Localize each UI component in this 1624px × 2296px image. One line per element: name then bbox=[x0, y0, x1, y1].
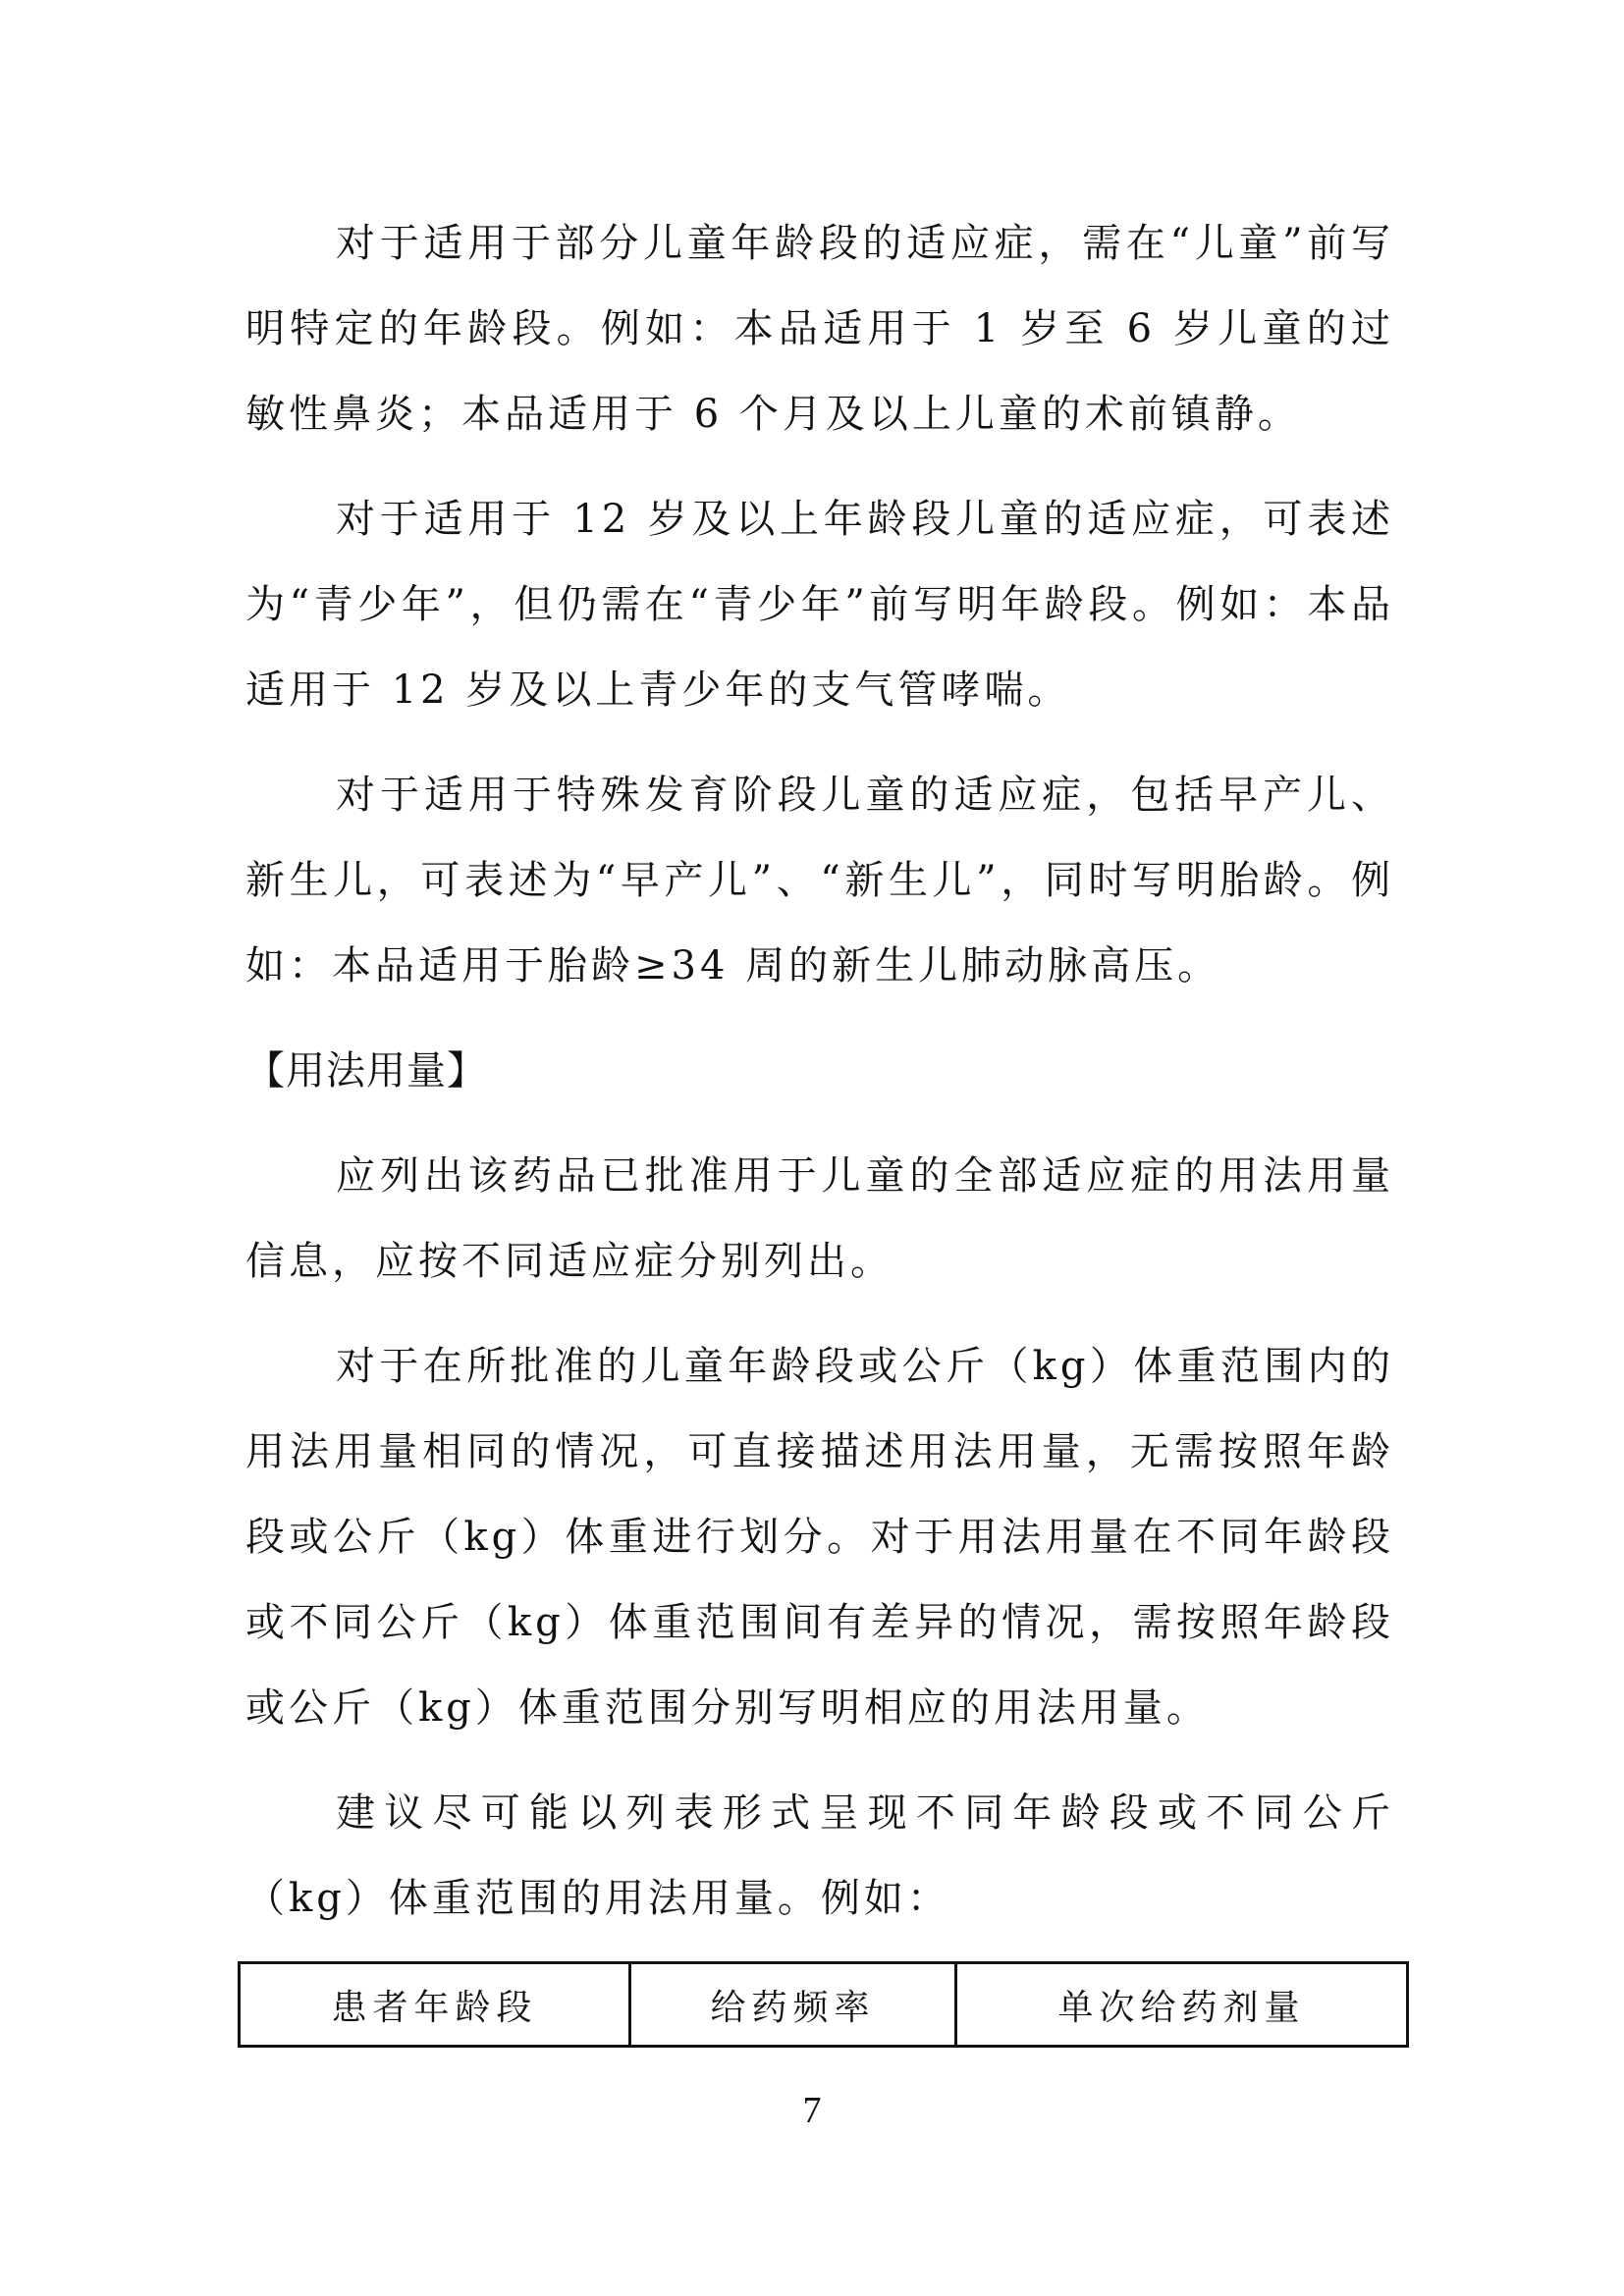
paragraph-dosage-weight: 对于在所批准的儿童年龄段或公斤（kg）体重范围内的用法用量相同的情况，可直接描述用法用量，无需按照年龄段或公斤（kg）体重进行划分。对于用法用量在不同年龄段或不同公斤（kg）体重范围间有差异的情况，需按照年龄段或公斤（kg）体重范围分别写明相应的用法用量。 bbox=[245, 1344, 1394, 1731]
page-content bbox=[245, 201, 1394, 1961]
dosage-table bbox=[238, 1961, 1409, 2048]
paragraph-pediatric-age-range: 对于适用于部分儿童年龄段的适应症，需在“儿童”前写明特定的年龄段。例如：本品适用于 1 岁至 6 岁儿童的过敏性鼻炎；本品适用于 6 个月及以上儿童的术前镇静。 bbox=[245, 221, 1394, 437]
table-header-frequency: 给药频率 bbox=[630, 1963, 956, 2047]
paragraph-dosage-indications: 应列出该药品已批准用于儿童的全部适应症的用法用量信息，应按不同适应症分别列出。 bbox=[245, 1153, 1394, 1284]
page-number: 7 bbox=[802, 2090, 822, 2131]
paragraph-dosage-table-intro: 建议尽可能以列表形式呈现不同年龄段或不同公斤（kg）体重范围的用法用量。例如： bbox=[245, 1790, 1394, 1921]
table-header-age-group: 患者年龄段 bbox=[240, 1963, 630, 2047]
table-header-row bbox=[240, 1963, 1408, 2047]
dosage-table-wrapper bbox=[238, 1961, 1406, 2048]
paragraph-neonate: 对于适用于特殊发育阶段儿童的适应症，包括早产儿、新生儿，可表述为“早产儿”、“新生儿”，同时写明胎龄。例如：本品适用于胎龄≥34 周的新生儿肺动脉高压。 bbox=[245, 773, 1394, 988]
paragraph-adolescent: 对于适用于 12 岁及以上年龄段儿童的适应症，可表述为“青少年”，但仍需在“青少年”前写明年龄段。例如：本品适用于 12 岁及以上青少年的支气管哮喘。 bbox=[245, 497, 1394, 713]
table-header-single-dose: 单次给药剂量 bbox=[956, 1963, 1408, 2047]
section-heading-dosage: 【用法用量】 bbox=[245, 1048, 487, 1094]
